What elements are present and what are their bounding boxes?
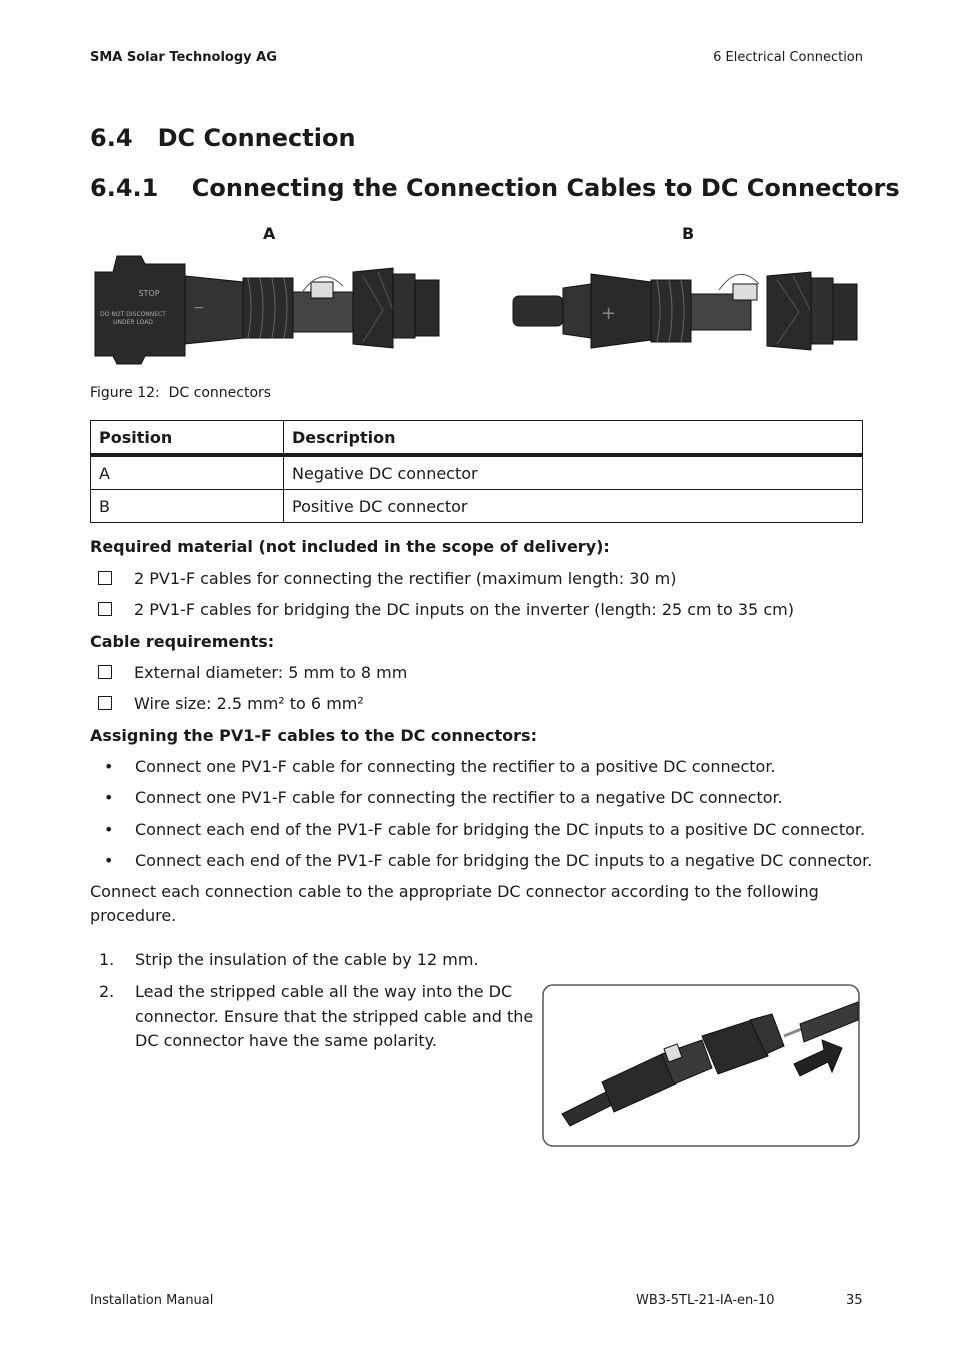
list-item <box>104 851 872 870</box>
list-item <box>104 788 783 807</box>
list-item <box>98 600 794 619</box>
stop-text: STOP <box>138 289 160 298</box>
checkbox-icon <box>98 696 112 710</box>
minus-sign: − <box>193 300 205 316</box>
bullet: • <box>104 788 114 807</box>
section-heading: 6.4 DC Connection <box>90 124 356 152</box>
list-item-text: 2 PV1-F cables for connecting the rectifier (maximum length: 30 m) <box>134 569 677 588</box>
checkbox-icon <box>98 665 112 679</box>
checkbox-icon <box>98 571 112 585</box>
figure-caption: Figure 12: DC connectors <box>90 385 272 401</box>
footer-page-number: 35 <box>846 1293 863 1308</box>
subsection-heading: 6.4.1 Connecting the Connection Cables to DC Connectors <box>90 174 900 202</box>
list-item-text: Connect one PV1-F cable for connecting the rectifier to a negative DC connector. <box>135 788 783 807</box>
list-item <box>104 757 776 776</box>
header-company: SMA Solar Technology AG <box>90 50 277 65</box>
list-item-text: Connect each end of the PV1-F cable for bridging the DC inputs to a positive DC connector. <box>135 820 866 839</box>
list-item <box>104 820 865 839</box>
bullet: • <box>104 851 114 870</box>
do-not-disconnect-text: DO NOT DISCONNECT <box>100 311 166 318</box>
required-material-title: Required material (not included in the scope of delivery): <box>90 537 610 556</box>
step-text <box>135 980 533 1054</box>
step-number: 1. <box>99 950 115 969</box>
list-item <box>98 694 364 713</box>
list-item-text: Connect one PV1-F cable for connecting the rectifier to a positive DC connector. <box>135 757 776 776</box>
table-cell: Negative DC connector <box>284 455 863 490</box>
header-chapter: 6 Electrical Connection <box>713 50 863 65</box>
bullet: • <box>104 820 114 839</box>
figure-label-b: B <box>682 224 695 243</box>
list-item-text: 2 PV1-F cables for bridging the DC inputs on the inverter (length: 25 cm to 35 cm) <box>134 600 794 619</box>
checkbox-icon <box>98 602 112 616</box>
list-item-text: Wire size: 2.5 mm² to 6 mm² <box>134 694 364 713</box>
cable-requirements-title: Cable requirements: <box>90 632 275 651</box>
table-cell: Positive DC connector <box>284 490 863 523</box>
procedure-intro: Connect each connection cable to the appropriate DC connector according to the following procedure. <box>90 882 819 925</box>
list-item <box>98 569 676 588</box>
table-cell: A <box>91 455 284 490</box>
list-item <box>98 663 407 682</box>
step-number: 2. <box>99 982 115 1001</box>
step-line: Strip the insulation of the cable by 12 mm. <box>135 950 479 969</box>
position-table <box>90 420 863 523</box>
under-load-text: UNDER LOAD <box>113 319 153 326</box>
table-row <box>91 490 863 523</box>
step-line: connector. Ensure that the stripped cable and the <box>135 1006 534 1026</box>
table-header: Position <box>91 421 284 456</box>
list-item-text: Connect each end of the PV1-F cable for bridging the DC inputs to a negative DC connector. <box>135 851 873 870</box>
cable-insertion-illustration <box>542 984 860 1147</box>
footer-manual: Installation Manual <box>90 1293 214 1308</box>
assigning-title: Assigning the PV1-F cables to the DC connectors: <box>90 726 537 745</box>
negative-dc-connector-illustration <box>93 254 443 366</box>
figure-label-a: A <box>263 224 276 243</box>
bullet: • <box>104 757 114 776</box>
positive-dc-connector-illustration <box>511 266 861 356</box>
table-header: Description <box>284 421 863 456</box>
step-line: DC connector have the same polarity. <box>135 1031 437 1050</box>
plus-sign: + <box>601 303 617 324</box>
table-row <box>91 455 863 490</box>
footer-doc-id: WB3-5TL-21-IA-en-10 <box>636 1293 775 1308</box>
table-cell: B <box>91 490 284 523</box>
table-header-row <box>91 421 863 456</box>
list-item-text: External diameter: 5 mm to 8 mm <box>134 663 408 682</box>
step-line: Lead the stripped cable all the way into the DC <box>135 982 513 1001</box>
step-text <box>135 948 478 973</box>
